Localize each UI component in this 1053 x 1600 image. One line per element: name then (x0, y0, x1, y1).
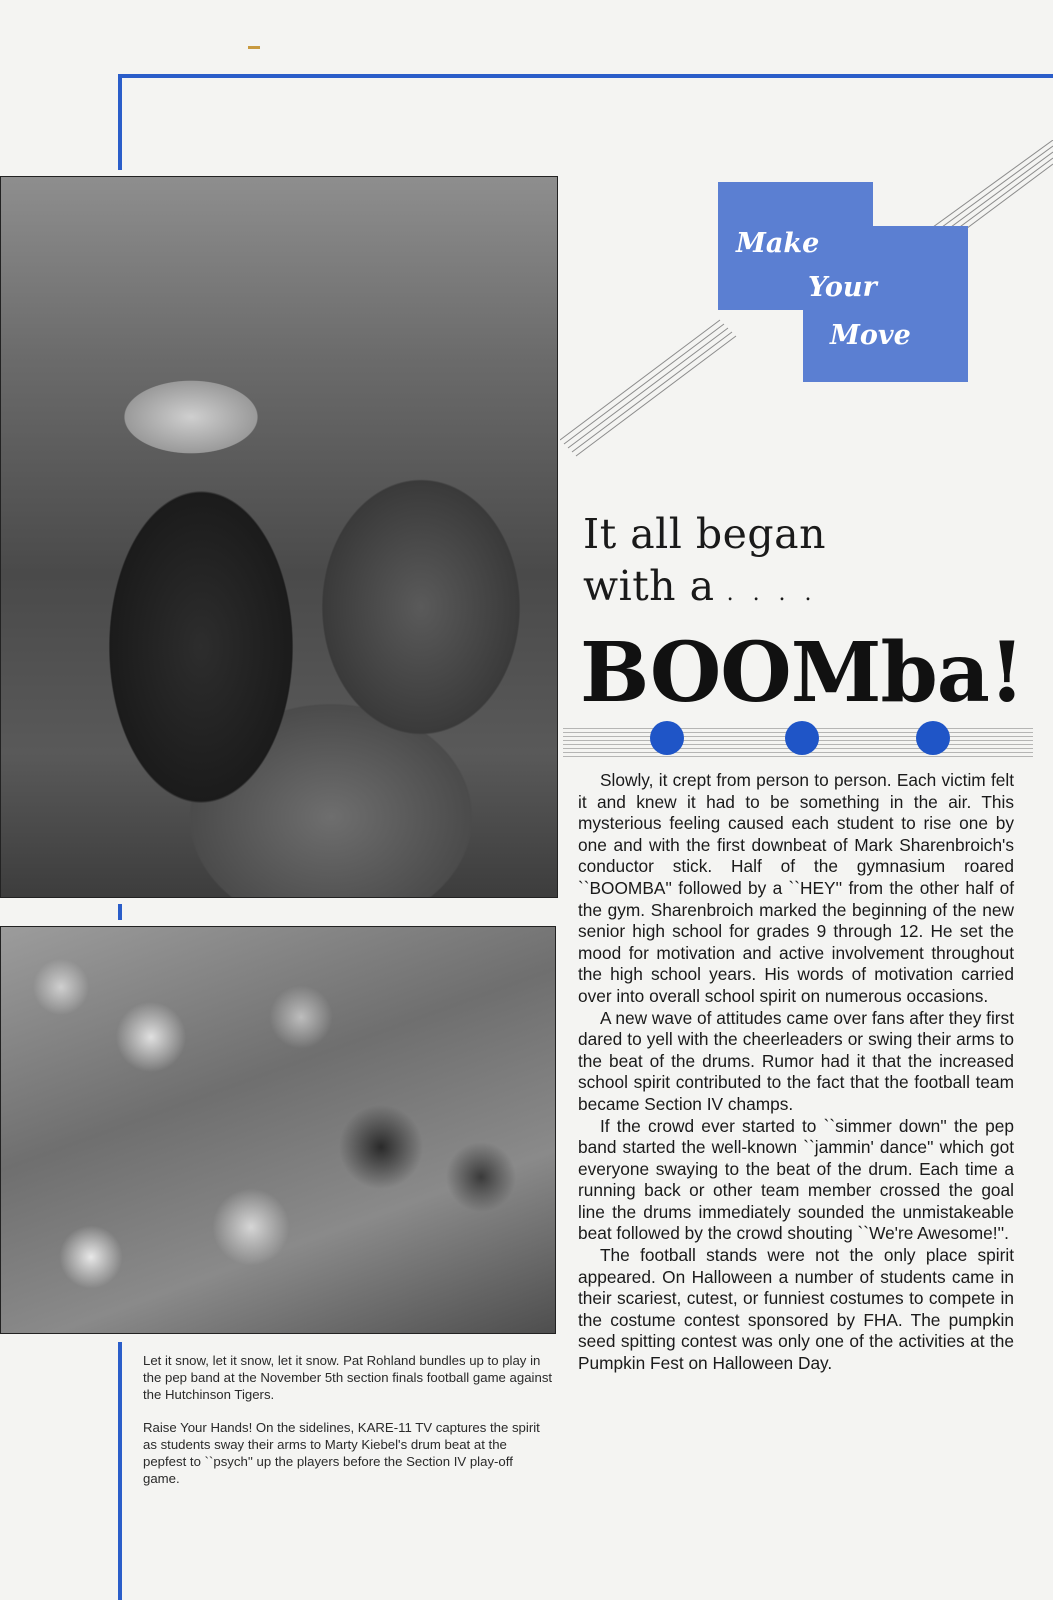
logo-line-make: Make (736, 228, 820, 259)
frame-rule-top (120, 74, 1053, 78)
photo-crowd-raising-hands (0, 926, 556, 1334)
headline-boomba: BOOMba! (580, 625, 1024, 721)
headline-line-2 (583, 562, 818, 610)
logo-line-move: Move (830, 320, 911, 351)
body-paragraph-1: Slowly, it crept from person to person. Each victim felt it and knew it had to be something in the air. This mysterious feeling caused each student to rise one by one and with the first downbeat of Mark Sharenbroich's conductor stick. Half of the gymnasium roared ``BOOMBA'' followed by a ``HEY'' from the other half of the gym. Sharenbroich marked the beginning of the new senior high school for grades 9 through 12. He set the mood for motivation and active involvement throughout the high school years. His words of motivation carried over into overall school spirit on numerous occasions. (578, 770, 1014, 1006)
headline-dots: . . . . (726, 581, 818, 606)
caption-pep-band: Let it snow, let it snow, let it snow. Pat Rohland bundles up to play in the pep band at the November 5th section finals football game against the Hutchinson Tigers. (143, 1353, 553, 1402)
logo-line-your: Your (808, 272, 877, 303)
photo-captions (143, 1352, 553, 1503)
frame-rule-left-mid (118, 904, 122, 920)
body-paragraph-3: If the crowd ever started to ``simmer down'' the pep band started the well-known ``jammin' dance'' which got everyone swaying to the beat of the drum. Each time a running back or other team member crossed the goal line the drums immediately sounded the unmistakeable beat followed by the crowd shouting ``We're Awesome!''. (578, 1115, 1014, 1244)
frame-rule-left-top (118, 74, 122, 170)
headline-line-1: It all began (583, 510, 827, 558)
headline-line-2-text: with a (583, 562, 715, 610)
print-mark (248, 46, 260, 49)
blue-dot-3 (916, 721, 950, 755)
blue-dot-1 (650, 721, 684, 755)
body-paragraph-4: The football stands were not the only place spirit appeared. On Halloween a number of students came in their scariest, cutest, or funniest costumes to compete in the costume contest sponsored by FHA. The pumpkin seed spitting contest was only one of the activities at the Pumpkin Fest on Halloween Day. (578, 1245, 1014, 1374)
blue-dot-2 (785, 721, 819, 755)
caption-crowd: Raise Your Hands! On the sidelines, KARE-11 TV captures the spirit as students sway their arms to Marty Kiebel's drum beat at the pepfest to ``psych'' up the players before the Section IV play-off game. (143, 1420, 540, 1486)
article-body (578, 770, 1014, 1375)
frame-rule-left-bottom (118, 1342, 122, 1600)
body-paragraph-2: A new wave of attitudes came over fans after they first dared to yell with the cheerleaders or swing their arms to the beat of the drums. Rumor had it that the increased school spirit contributed to the fact that the football team became Section IV champs. (578, 1007, 1014, 1114)
photo-pep-band-saxophone (0, 176, 558, 898)
